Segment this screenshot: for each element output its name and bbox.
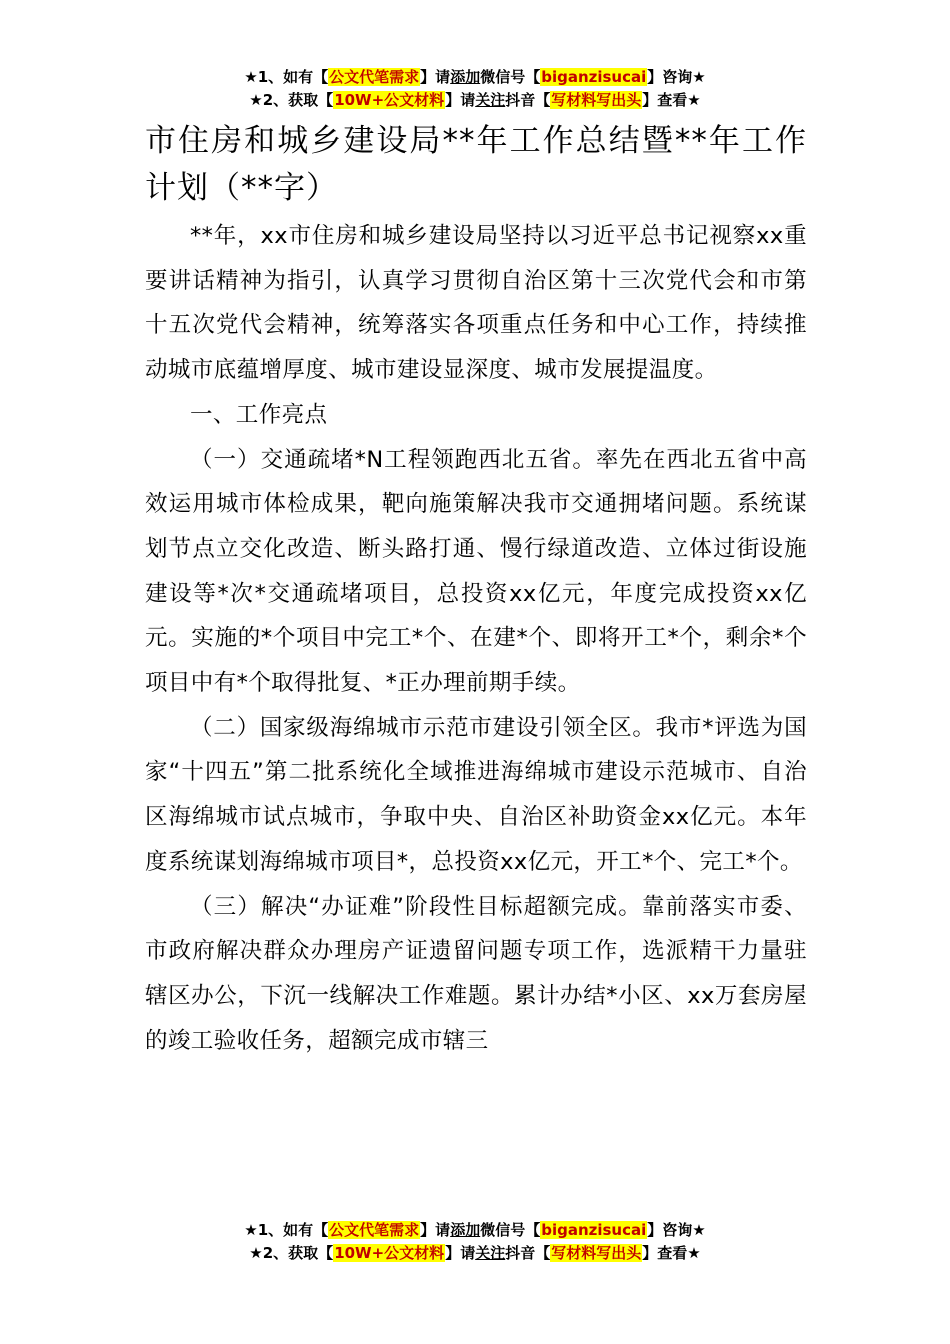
promo-text: 抖音【 — [505, 91, 551, 109]
footer-promo-banner — [0, 1219, 950, 1265]
promo-text: 】请 — [445, 91, 476, 109]
promo-line-2 — [0, 1242, 950, 1265]
promo-line-1 — [0, 1219, 950, 1242]
promo-text: 】请 — [420, 1221, 451, 1239]
list-item: （二）国家级海绵城市示范市建设引领全区。我市*评选为国家“十四五”第二批系统化全域推进海绵城市建设示范城市、自治区海绵城市试点城市，争取中央、自治区补助资金xx亿元。本年度系统谋划海绵城市项目*，总投资xx亿元，开工*个、完工*个。 — [145, 714, 807, 875]
promo-highlight: biganzisucai — [541, 68, 647, 86]
promo-text: ★2、获取【 — [249, 1244, 334, 1262]
list-item: （一）交通疏堵*N工程领跑西北五省。率先在西北五省中高效运用城市体检成果，靶向施策解决我市交通拥堵问题。系统谋划节点立交化改造、断头路打通、慢行绿道改造、立体过街设施建设等*次*交通疏堵项目，总投资xx亿元，年度完成投资xx亿元。实施的*个项目中完工*个、在建*个、即将开工*个，剩余*个项目中有*个取得批复、*正办理前期手续。 — [145, 446, 807, 697]
promo-highlight: biganzisucai — [541, 1221, 647, 1239]
promo-line-1 — [0, 66, 950, 89]
promo-highlight: 公文代笔需求 — [329, 68, 420, 86]
promo-underlined: 添加 — [450, 68, 481, 86]
promo-highlight: 写材料写出头 — [551, 1244, 642, 1262]
promo-underlined: 关注 — [475, 91, 506, 109]
section-heading: 一、工作亮点 — [190, 401, 328, 428]
promo-text: 抖音【 — [505, 1244, 551, 1262]
promo-text: 】请 — [420, 68, 451, 86]
promo-text: ★2、获取【 — [249, 91, 334, 109]
promo-highlight: 10W+公文材料 — [334, 91, 445, 109]
promo-underlined: 添加 — [450, 1221, 481, 1239]
document-title: 市住房和城乡建设局**年工作总结暨**年工作计划（**字） — [145, 123, 807, 206]
promo-text: 微信号【 — [480, 1221, 541, 1239]
promo-text: 】咨询★ — [647, 1221, 706, 1239]
promo-text: 微信号【 — [480, 68, 541, 86]
promo-text: ★1、如有【 — [244, 1221, 329, 1239]
promo-text: ★1、如有【 — [244, 68, 329, 86]
promo-highlight: 公文代笔需求 — [329, 1221, 420, 1239]
intro-paragraph: **年，xx市住房和城乡建设局坚持以习近平总书记视察xx重要讲话精神为指引，认真学习贯彻自治区第十三次党代会和市第十五次党代会精神，统筹落实各项重点任务和中心工作，持续推动城市底蕴增厚度、城市建设显深度、城市发展提温度。 — [145, 223, 807, 384]
promo-highlight: 10W+公文材料 — [334, 1244, 445, 1262]
promo-line-2 — [0, 89, 950, 112]
document-body — [145, 118, 807, 1063]
promo-text: 】查看★ — [642, 91, 701, 109]
header-promo-banner — [0, 66, 950, 112]
list-item: （三）解决“办证难”阶段性目标超额完成。靠前落实市委、市政府解决群众办理房产证遗留问题专项工作，选派精干力量驻辖区办公，下沉一线解决工作难题。累计办结*小区、xx万套房屋的竣工验收任务，超额完成市辖三 — [145, 893, 807, 1054]
promo-text: 】请 — [445, 1244, 476, 1262]
promo-highlight: 写材料写出头 — [551, 91, 642, 109]
promo-text: 】咨询★ — [647, 68, 706, 86]
promo-underlined: 关注 — [475, 1244, 506, 1262]
promo-text: 】查看★ — [642, 1244, 701, 1262]
